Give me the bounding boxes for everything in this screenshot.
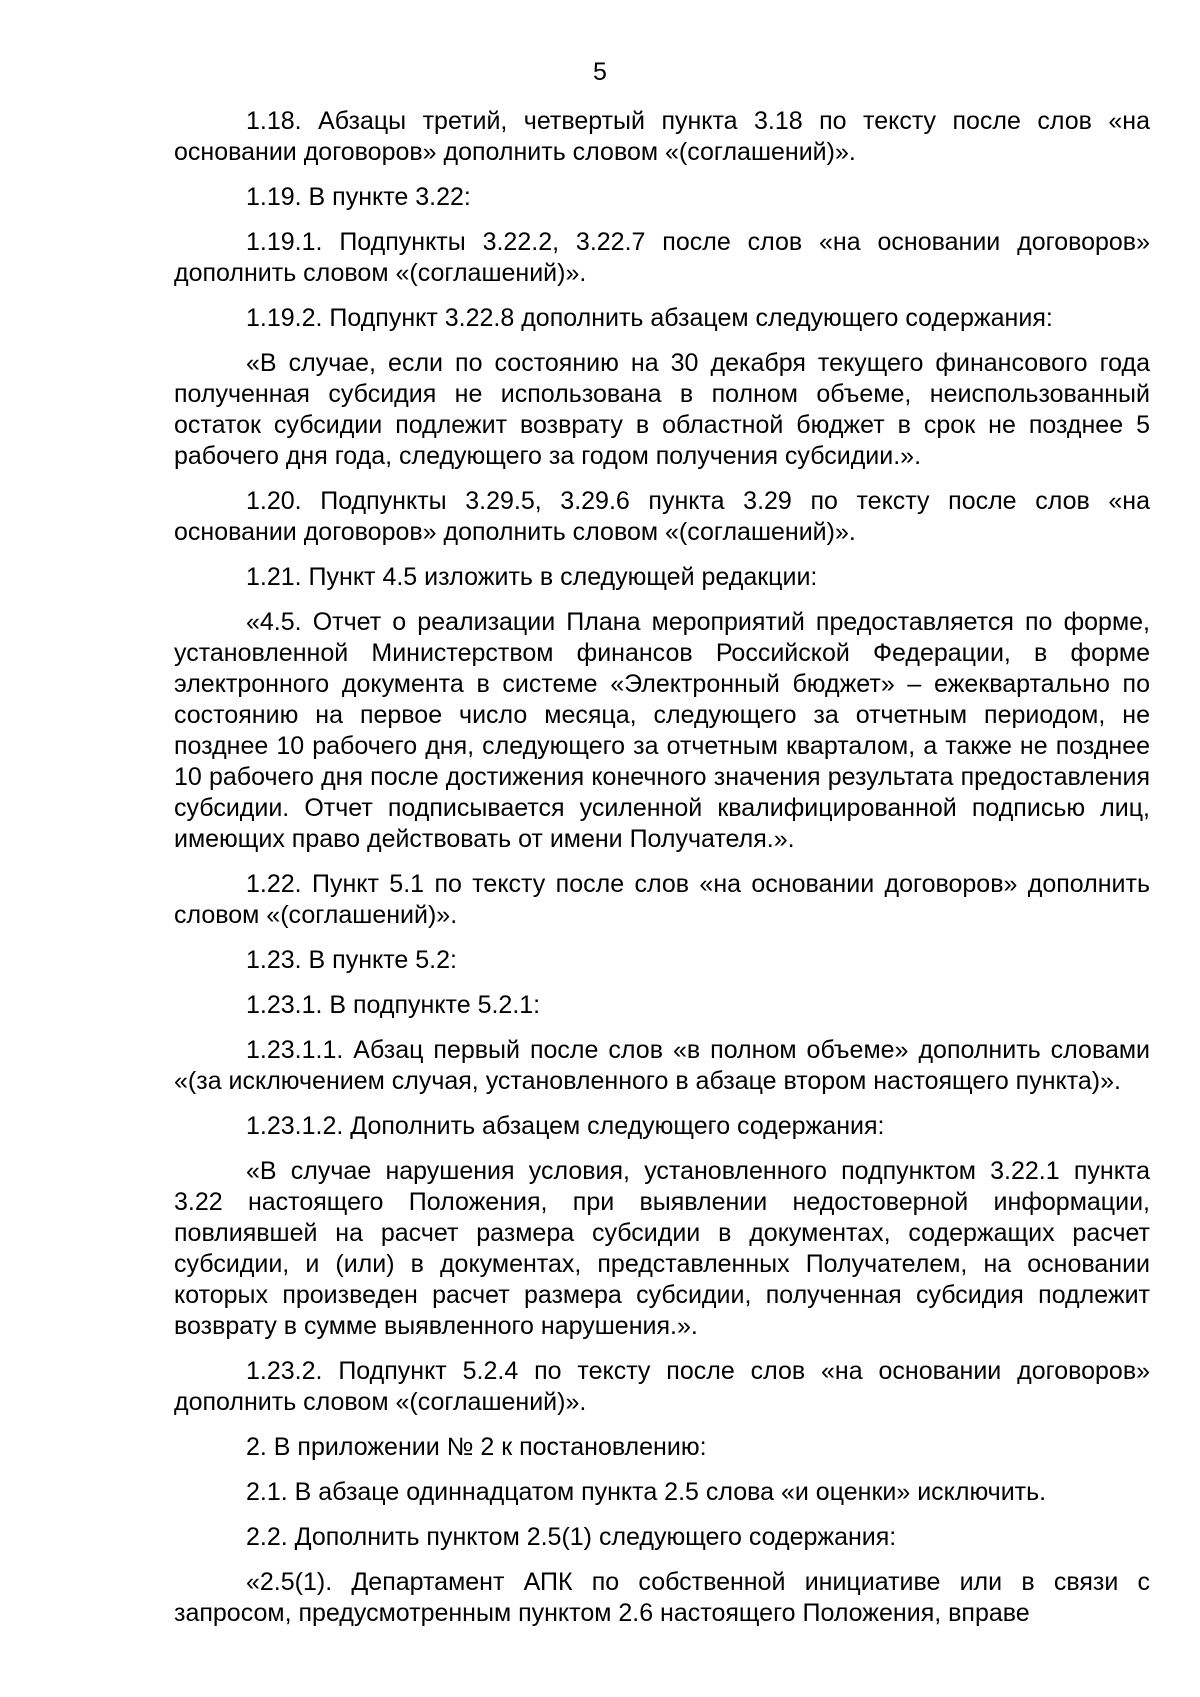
- paragraph: 2. В приложении № 2 к постановлению:: [246, 1433, 707, 1461]
- paragraph: 1.23.1. В подпункте 5.2.1:: [246, 991, 541, 1019]
- paragraph: «2.5(1). Департамент АПК по собственной инициативе или в связи с запросом, предусмотренным пунктом 2.6 настоящего Положения, вправе: [174, 1568, 1150, 1627]
- paragraph: 1.19.1. Подпункты 3.22.2, 3.22.7 после слов «на основании договоров» дополнить словом «(соглашений)».: [174, 228, 1150, 287]
- page-number: 5: [593, 58, 607, 86]
- paragraph: 1.19.2. Подпункт 3.22.8 дополнить абзацем следующего содержания:: [246, 304, 1053, 332]
- paragraph: «В случае нарушения условия, установленного подпунктом 3.22.1 пункта 3.22 настоящего Положения, при выявлении недостоверной информации, повлиявшей на расчет размера субсидии в документах, содержащих расчет субсидии, и (или) в документах, представленных Получателем, на основании которых произведен расчет размера субсидии, полученная субсидия подлежит возврату в сумме выявленного нарушения.».: [174, 1157, 1150, 1340]
- paragraph: 1.23.2. Подпункт 5.2.4 по тексту после слов «на основании договоров» дополнить словом «(соглашений)».: [174, 1357, 1150, 1416]
- document-body: [174, 106, 1150, 1643]
- paragraph: 1.19. В пункте 3.22:: [246, 183, 471, 211]
- paragraph: 1.23.1.1. Абзац первый после слов «в полном объеме» дополнить словами «(за исключением случая, установленного в абзаце втором настоящего пункта)».: [174, 1036, 1150, 1095]
- paragraph: 1.18. Абзацы третий, четвертый пункта 3.18 по тексту после слов «на основании договоров» дополнить словом «(соглашений)».: [174, 107, 1150, 166]
- paragraph: 1.22. Пункт 5.1 по тексту после слов «на основании договоров» дополнить словом «(соглашений)».: [174, 870, 1150, 929]
- paragraph: 1.20. Подпункты 3.29.5, 3.29.6 пункта 3.29 по тексту после слов «на основании договоров» дополнить словом «(соглашений)».: [174, 487, 1150, 546]
- paragraph: 1.23.1.2. Дополнить абзацем следующего содержания:: [246, 1112, 885, 1140]
- paragraph: «В случае, если по состоянию на 30 декабря текущего финансового года полученная субсидия не использована в полном объеме, неиспользованный остаток субсидии подлежит возврату в областной бюджет в срок не позднее 5 рабочего дня года, следующего за годом получения субсидии.».: [174, 349, 1150, 470]
- paragraph: 2.2. Дополнить пунктом 2.5(1) следующего содержания:: [246, 1523, 897, 1551]
- paragraph: 1.21. Пункт 4.5 изложить в следующей редакции:: [246, 563, 818, 591]
- paragraph: 1.23. В пункте 5.2:: [246, 946, 457, 974]
- paragraph: «4.5. Отчет о реализации Плана мероприятий предоставляется по форме, установленной Министерством финансов Российской Федерации, в форме электронного документа в системе «Электронный бюджет» – ежеквартально по состоянию на первое число месяца, следующего за отчетным периодом, не позднее 10 рабочего дня, следующего за отчетным кварталом, а также не позднее 10 рабочего дня после достижения конечного значения результата предоставления субсидии. Отчет подписывается усиленной квалифицированной подписью лиц, имеющих право действовать от имени Получателя.».: [174, 608, 1150, 853]
- paragraph: 2.1. В абзаце одиннадцатом пункта 2.5 слова «и оценки» исключить.: [246, 1478, 1047, 1506]
